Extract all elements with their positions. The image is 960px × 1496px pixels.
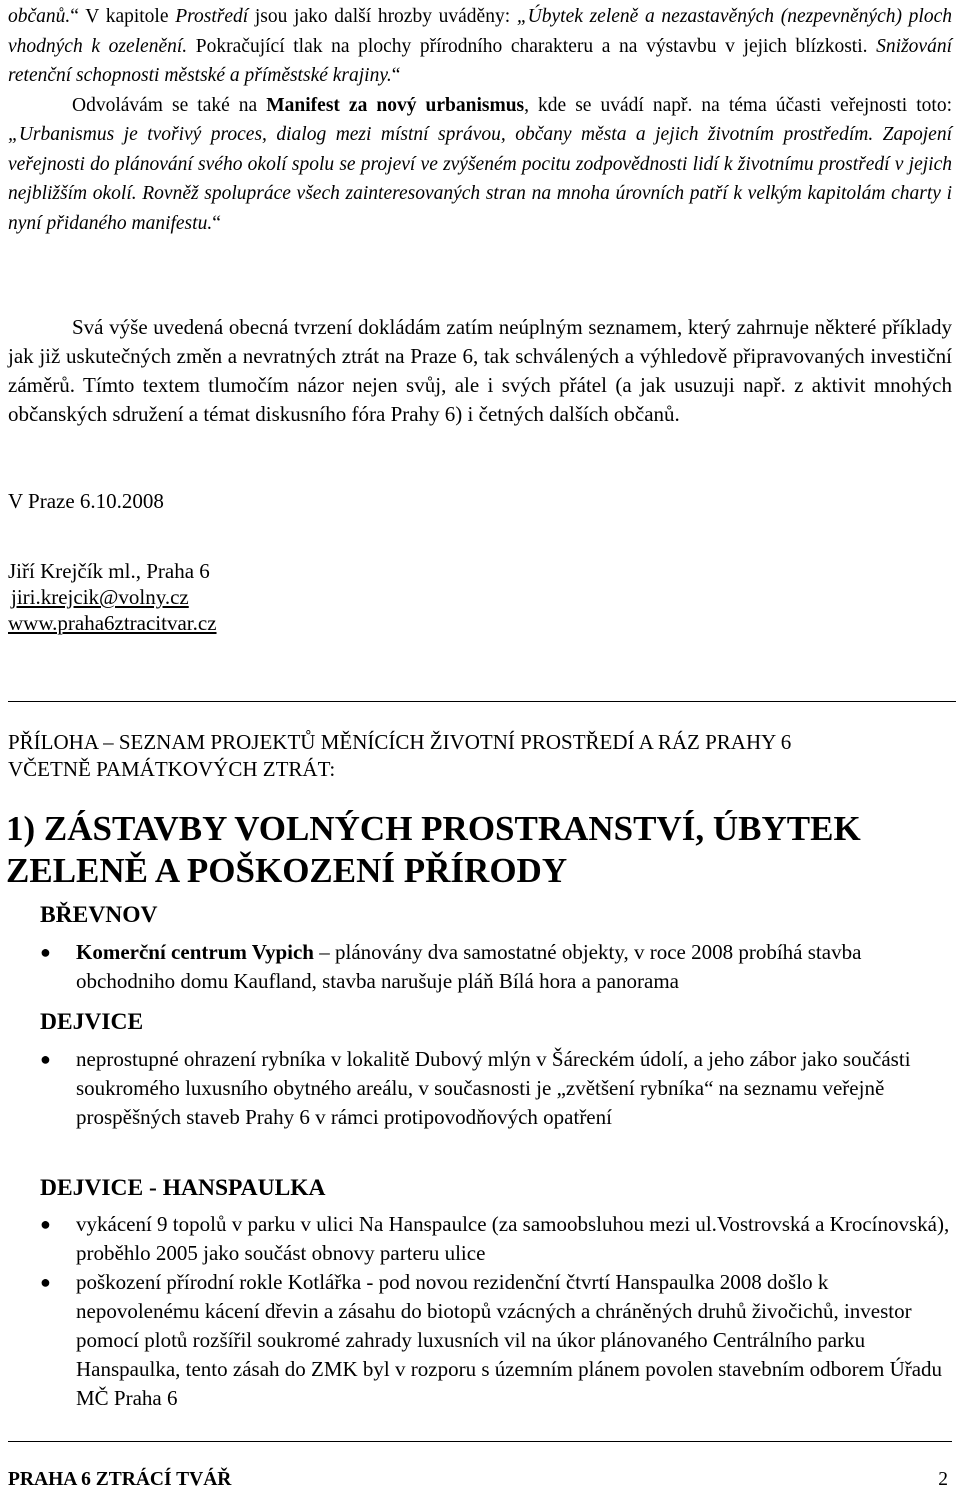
- footer-title: PRAHA 6 ZTRÁCÍ TVÁŘ: [8, 1469, 232, 1490]
- district-heading-dejvice: DEJVICE: [40, 1009, 144, 1035]
- body-paragraph: Svá výše uvedená obecná tvrzení dokládám zatím neúplným seznamem, který zahrnuje některé příklady jak již uskutečných změn a nevratných ztrát na Praze 6, tak schválených a výhledově připravovaných investiční záměrů. Tímto textem tlumočím názor nejen svůj, ale i svých přátel (a jak usuzuji např. z aktivit mnohých občanských sdružení a témat diskusního fóra Prahy 6) i četných dalších občanů.: [8, 315, 952, 426]
- attachment-title: PŘÍLOHA – SEZNAM PROJEKTŮ MĚNÍCÍCH ŽIVOTNÍ PROSTŘEDÍ A RÁZ PRAHY 6 VČETNĚ PAMÁTKOVÝCH ZTRÁT:: [8, 730, 792, 781]
- page-footer: [8, 1441, 952, 1496]
- signature-name: Jiří Krejčík ml., Praha 6: [8, 559, 210, 583]
- page-number: 2: [938, 1469, 948, 1490]
- district-list-dejvice-hanspaulka: [40, 1210, 950, 1413]
- divider: [8, 701, 956, 702]
- email-link[interactable]: jiri.krejcik@volny.cz: [11, 585, 189, 609]
- district-heading-dejvice-hanspaulka: DEJVICE - HANSPAULKA: [40, 1175, 326, 1201]
- date-line: V Praze 6.10.2008: [8, 489, 164, 513]
- list-item: ● vykácení 9 topolů v parku v ulici Na Hanspaulce (za samoobsluhou mezi ul.Vostrovská a Krocínovská), proběhlo 2005 jako součást obnovy parteru ulice: [40, 1212, 950, 1265]
- district-list-dejvice: [40, 1045, 950, 1132]
- section-heading: 1) ZÁSTAVBY VOLNÝCH PROSTRANSTVÍ, ÚBYTEK ZELENĚ A POŠKOZENÍ PŘÍRODY: [6, 809, 861, 890]
- signature-block: [8, 558, 217, 636]
- bullet-icon: ●: [40, 942, 51, 962]
- intro-text: [8, 2, 952, 238]
- district-list-brevnov: [40, 938, 950, 996]
- website-link[interactable]: www.praha6ztracitvar.cz: [8, 611, 217, 635]
- district-heading-brevnov: BŘEVNOV: [40, 902, 158, 928]
- bullet-icon: ●: [40, 1049, 51, 1069]
- list-item: ● neprostupné ohrazení rybníka v lokalitě Dubový mlýn v Šáreckém údolí, a jeho zábor jako součásti soukromého luxusního obytného areálu, v současnosti je „zvětšení rybníka“ na seznamu veřejně prospěšných staveb Prahy 6 v rámci protipovodňových opatření: [40, 1047, 911, 1129]
- bullet-icon: ●: [40, 1214, 51, 1234]
- list-item: ● poškození přírodní rokle Kotlářka - pod novou rezidenční čtvrtí Hanspaulka 2008 došlo k nepovolenému kácení dřevin a zásahu do biotopů vzácných a chráněných druhů živočichů, investor pomocí plotů rozšířil soukromé zahrady luxusních vil na úkor plánovaného Centrálního parku Hanspaulka, tento zásah do ZMK byl v rozporu s územním plánem povolen stavebním odborem Úřadu MČ Praha 6: [40, 1270, 943, 1410]
- list-item: ● Komerční centrum Vypich – plánovány dva samostatné objekty, v roce 2008 probíhá stavba obchodniho domu Kaufland, stavba narušuje pláň Bílá hora a panorama: [40, 940, 862, 993]
- intro-paragraph-2: Odvolávám se také na Manifest za nový urbanismus, kde se uvádí např. na téma účasti veřejnosti toto: „Urbanismus je tvořivý proces, dialog mezi místní správou, občany města a jejich životním prostředím. Zapojení veřejnosti do plánování svého okolí spolu se projeví ve zvýšeném pocitu zodpovědnosti lidí k životnímu prostředí v jejich nejbližším okolí. Rovněž spolupráce všech zainteresovaných stran na mnoha úrovních patří k velkým kapitolám charty i nyní přidaného manifestu.“: [8, 94, 952, 234]
- intro-paragraph-1: občanů.“ V kapitole Prostředí jsou jako další hrozby uváděny: „Úbytek zeleně a nezastavěných (nezpevněných) ploch vhodných k ozelenění. Pokračující tlak na plochy přírodního charakteru a na výstavbu v jejich blízkosti. Snižování retenční schopnosti městské a příměstské krajiny.“: [8, 6, 953, 86]
- bullet-icon: ●: [40, 1272, 51, 1292]
